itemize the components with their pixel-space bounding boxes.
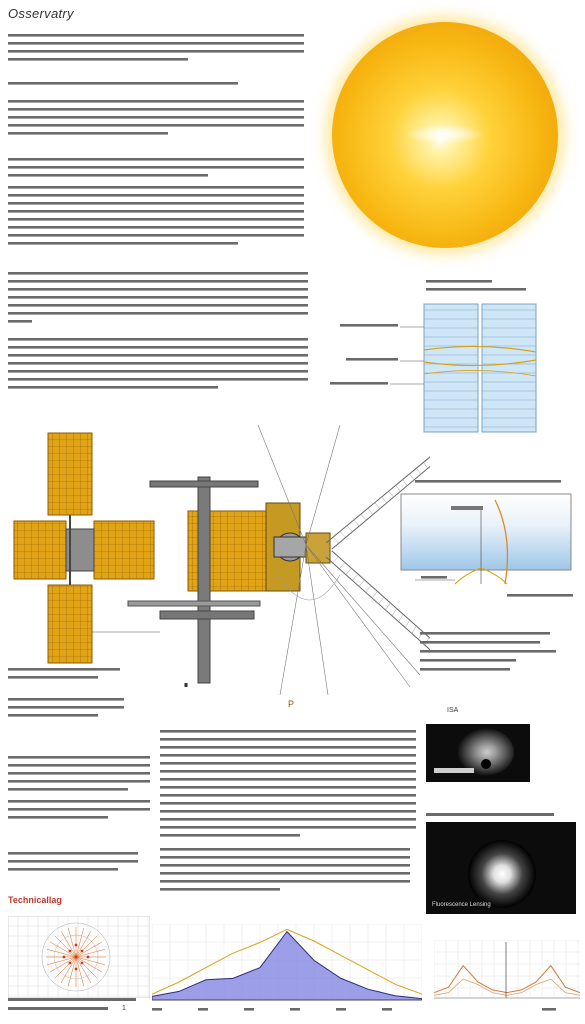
text-line bbox=[160, 746, 416, 749]
text-line bbox=[152, 1008, 162, 1011]
side-tag: ISA bbox=[447, 707, 459, 714]
solar-array-bottom bbox=[48, 585, 92, 663]
text-line bbox=[8, 132, 168, 135]
text-line bbox=[8, 800, 150, 803]
p-mark: P bbox=[288, 699, 295, 709]
text-line bbox=[8, 158, 304, 161]
beam-diagram bbox=[395, 476, 580, 616]
text-line bbox=[8, 338, 308, 341]
text-line bbox=[8, 202, 304, 205]
solar-array-right bbox=[94, 521, 154, 579]
text-line bbox=[8, 296, 308, 299]
text-line bbox=[160, 810, 416, 813]
page-number: 1 bbox=[122, 1005, 126, 1012]
text-line bbox=[8, 166, 304, 169]
text-line bbox=[8, 808, 150, 811]
text-line bbox=[8, 312, 308, 315]
text-line bbox=[244, 1008, 254, 1011]
text-line bbox=[8, 226, 304, 229]
text-line bbox=[8, 50, 304, 53]
text-line bbox=[160, 888, 280, 891]
text-line bbox=[426, 288, 526, 291]
text-line bbox=[160, 880, 410, 883]
text-line bbox=[420, 641, 540, 644]
text-line bbox=[160, 786, 416, 789]
text-line bbox=[160, 778, 416, 781]
text-line bbox=[160, 762, 416, 765]
text-line bbox=[8, 788, 128, 791]
text-line bbox=[8, 698, 124, 701]
text-line bbox=[8, 362, 308, 365]
polar-point bbox=[69, 950, 72, 953]
text-line bbox=[8, 304, 308, 307]
detector-cylinder-left bbox=[424, 304, 478, 432]
text-line bbox=[8, 370, 308, 373]
text-line bbox=[160, 818, 416, 821]
chart-line bbox=[434, 940, 580, 1002]
text-line bbox=[290, 1008, 300, 1011]
text-line bbox=[160, 848, 410, 851]
text-line bbox=[8, 280, 308, 283]
boom-notes bbox=[420, 632, 580, 680]
body-text-mid bbox=[8, 272, 313, 402]
polar-point bbox=[87, 956, 90, 959]
polar-point bbox=[81, 950, 84, 953]
lensing-image bbox=[426, 822, 576, 914]
text-line bbox=[8, 868, 118, 871]
text-line bbox=[336, 1008, 346, 1011]
text-line bbox=[160, 864, 410, 867]
text-line bbox=[330, 382, 388, 385]
text-line bbox=[160, 856, 410, 859]
text-line bbox=[8, 174, 208, 177]
body-text-center-lower bbox=[160, 730, 418, 902]
text-line bbox=[8, 346, 308, 349]
text-line bbox=[8, 706, 124, 709]
chart-area bbox=[152, 924, 422, 1004]
text-line bbox=[415, 480, 561, 483]
text-line bbox=[160, 738, 416, 741]
text-line bbox=[507, 594, 573, 597]
polar-point bbox=[75, 968, 78, 971]
text-line bbox=[8, 386, 218, 389]
text-line bbox=[160, 802, 416, 805]
text-line bbox=[8, 780, 150, 783]
text-line bbox=[8, 124, 304, 127]
text-line bbox=[8, 186, 304, 189]
body-text-left-lower bbox=[8, 668, 158, 880]
text-line bbox=[8, 58, 188, 61]
text-line bbox=[160, 730, 416, 733]
section-heading: Technicallag bbox=[8, 895, 62, 905]
text-line bbox=[8, 242, 238, 245]
line-series-1 bbox=[434, 966, 580, 993]
text-line bbox=[8, 100, 304, 103]
text-line bbox=[8, 668, 120, 671]
text-line bbox=[420, 650, 556, 653]
spectro-caption-top bbox=[426, 810, 576, 820]
sun-highlight bbox=[405, 124, 485, 144]
text-line bbox=[8, 764, 150, 767]
text-line bbox=[160, 872, 410, 875]
text-line bbox=[8, 320, 32, 323]
text-line bbox=[8, 756, 150, 759]
text-line bbox=[421, 576, 447, 579]
satellite-mast bbox=[198, 477, 210, 683]
text-line bbox=[160, 770, 416, 773]
solar-array-left bbox=[14, 521, 66, 579]
xray-image bbox=[426, 724, 530, 782]
text-line bbox=[420, 659, 516, 662]
polar-point bbox=[75, 956, 78, 959]
text-line bbox=[160, 794, 416, 797]
text-line bbox=[8, 378, 308, 381]
text-line bbox=[8, 288, 308, 291]
text-line bbox=[542, 1008, 556, 1011]
text-line bbox=[8, 234, 304, 237]
text-line bbox=[346, 358, 398, 361]
text-line bbox=[8, 354, 308, 357]
text-line bbox=[160, 834, 300, 837]
polar-point bbox=[81, 962, 84, 965]
text-line bbox=[8, 108, 304, 111]
text-line bbox=[160, 826, 416, 829]
text-line bbox=[420, 668, 510, 671]
text-line bbox=[420, 632, 550, 635]
text-line bbox=[340, 324, 398, 327]
text-line bbox=[8, 816, 108, 819]
page-title: Osservatry bbox=[8, 6, 74, 21]
polar-point bbox=[75, 944, 78, 947]
chart-polar bbox=[8, 916, 150, 998]
text-line bbox=[426, 280, 492, 283]
text-line bbox=[8, 272, 308, 275]
text-line bbox=[8, 82, 238, 85]
text-line bbox=[8, 772, 150, 775]
text-line bbox=[8, 714, 98, 717]
text-line bbox=[8, 852, 138, 855]
detector-diagram bbox=[330, 280, 580, 440]
text-line bbox=[8, 210, 304, 213]
text-line bbox=[8, 860, 138, 863]
bottom-caption bbox=[8, 998, 148, 1018]
detector-cylinder-right bbox=[482, 304, 536, 432]
text-line bbox=[8, 194, 304, 197]
lensing-caption: Fluorescence Lensing bbox=[432, 902, 491, 908]
polar-point bbox=[63, 956, 66, 959]
axis-ticks bbox=[152, 1004, 582, 1018]
text-line bbox=[198, 1008, 208, 1011]
solar-array-top bbox=[48, 433, 92, 515]
text-line bbox=[8, 218, 304, 221]
text-line bbox=[382, 1008, 392, 1011]
text-line bbox=[8, 676, 98, 679]
text-line bbox=[8, 42, 304, 45]
text-line bbox=[160, 754, 416, 757]
text-line bbox=[8, 34, 304, 37]
text-line bbox=[8, 116, 304, 119]
polar-point bbox=[69, 962, 72, 965]
